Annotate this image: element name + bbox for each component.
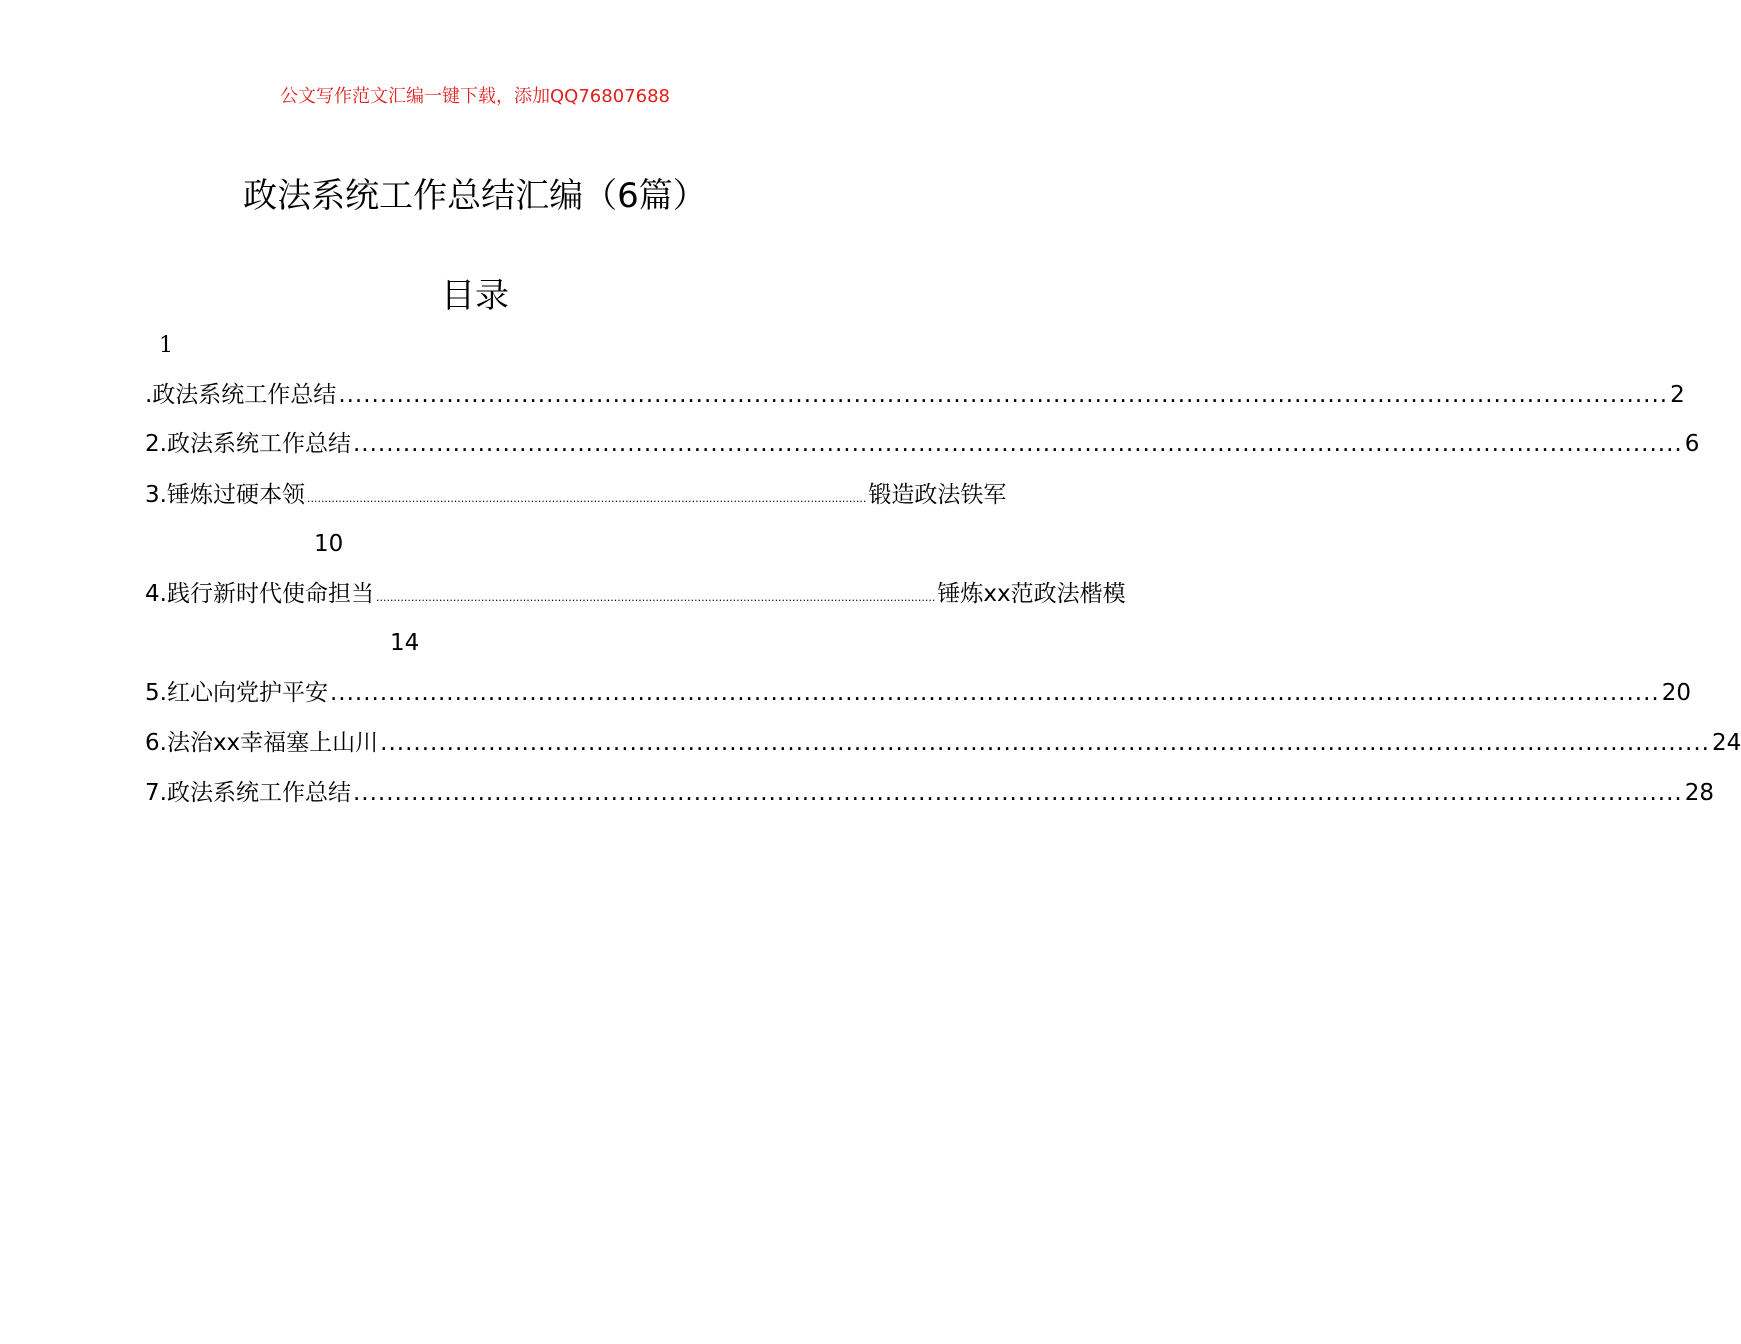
toc-leader: ................................................................................................................................................................ xyxy=(352,780,1683,806)
toc-leader: ................................................................................................................................................................ xyxy=(380,730,1710,756)
toc-leader: ................................................................................................................................................................ xyxy=(338,382,1669,408)
toc-entry-label: 3.锤炼过硬本领 xyxy=(145,482,305,508)
toc-first-number: 1 xyxy=(159,333,173,358)
toc-entry-label: 6.法治xx幸福塞上山川 xyxy=(145,730,379,756)
download-banner: 公文写作范文汇编一键下载，添加QQ76807688 xyxy=(280,86,670,107)
toc-leader: ................................................................................................................................................................ xyxy=(306,492,867,505)
toc-entry-page: 28 xyxy=(1684,780,1714,806)
toc-entry-7[interactable] xyxy=(145,777,1714,809)
toc-leader: ................................................................................................................................................................ xyxy=(375,591,936,604)
toc-entry-1[interactable] xyxy=(145,379,1685,411)
toc-entry-page: 6 xyxy=(1684,431,1700,457)
toc-entry-page: 2 xyxy=(1670,382,1685,408)
toc-entry-6[interactable] xyxy=(145,727,1741,759)
toc-heading: 目录 xyxy=(441,276,509,316)
toc-entry-4-page[interactable]: 14 xyxy=(390,630,420,656)
toc-entry-label-end: 锻造政法铁军 xyxy=(868,482,1007,508)
toc-entry-2[interactable] xyxy=(145,428,1700,460)
toc-leader: ................................................................................................................................................................ xyxy=(329,680,1660,706)
toc-entry-page: 24 xyxy=(1711,730,1741,756)
toc-entry-label: 7.政法系统工作总结 xyxy=(145,780,351,806)
toc-entry-page: 20 xyxy=(1661,680,1691,706)
toc-leader: ................................................................................................................................................................ xyxy=(352,431,1683,457)
toc-entry-3-page[interactable]: 10 xyxy=(314,531,344,557)
toc-entry-label: 4.践行新时代使命担当 xyxy=(145,581,374,607)
toc-entry-label-end: 锤炼xx范政法楷模 xyxy=(937,581,1126,607)
toc-entry-4[interactable] xyxy=(145,578,1126,614)
toc-entry-label: .政法系统工作总结 xyxy=(145,382,337,408)
toc-entry-label: 2.政法系统工作总结 xyxy=(145,431,351,457)
document-title: 政法系统工作总结汇编（6篇） xyxy=(243,176,707,216)
toc-entry-5[interactable] xyxy=(145,677,1691,709)
toc-entry-label: 5.红心向党护平安 xyxy=(145,680,328,706)
toc-entry-3[interactable] xyxy=(145,479,1007,515)
